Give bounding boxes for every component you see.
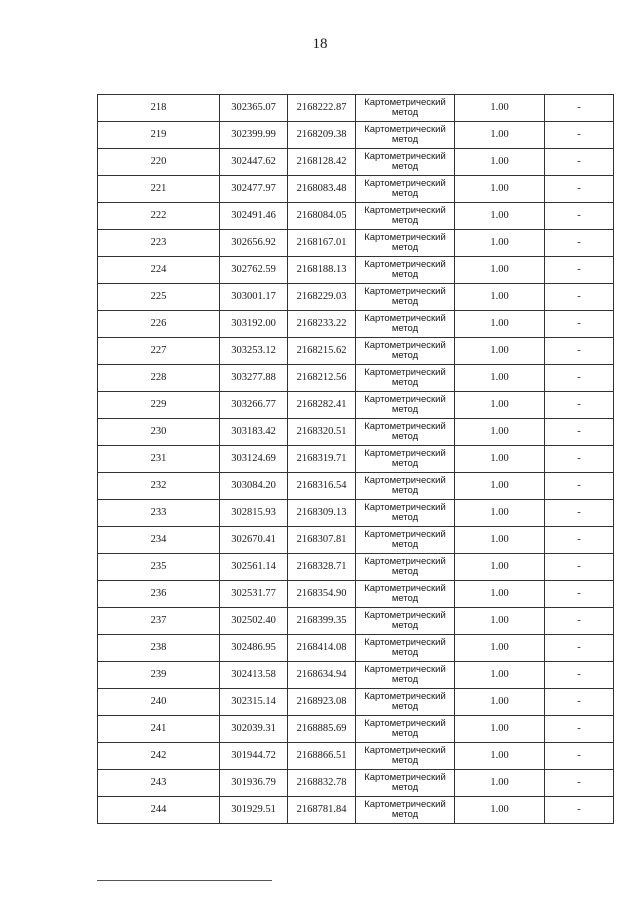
- y-coordinate-cell: 2168320.51: [288, 419, 356, 446]
- point-number-cell: 244: [98, 797, 220, 824]
- point-number-cell: 227: [98, 338, 220, 365]
- method-text-line: метод: [391, 404, 419, 415]
- table-row: [98, 311, 614, 338]
- x-coordinate-cell: 302531.77: [220, 581, 288, 608]
- point-number-cell: 224: [98, 257, 220, 284]
- note-cell: -: [545, 500, 614, 527]
- x-coordinate-cell: 302477.97: [220, 176, 288, 203]
- method-cell: [356, 338, 455, 365]
- method-text-line: метод: [391, 161, 419, 172]
- note-cell: -: [545, 95, 614, 122]
- x-coordinate-cell: 303253.12: [220, 338, 288, 365]
- point-number-cell: 236: [98, 581, 220, 608]
- method-text-line: метод: [391, 431, 419, 442]
- y-coordinate-cell: 2168885.69: [288, 716, 356, 743]
- x-coordinate-cell: 302815.93: [220, 500, 288, 527]
- y-coordinate-cell: 2168399.35: [288, 608, 356, 635]
- table-row: [98, 338, 614, 365]
- x-coordinate-cell: 302561.14: [220, 554, 288, 581]
- method-text-line: метод: [391, 728, 419, 739]
- table-row: [98, 176, 614, 203]
- y-coordinate-cell: 2168319.71: [288, 446, 356, 473]
- table-row: [98, 635, 614, 662]
- point-number-cell: 239: [98, 662, 220, 689]
- method-text-line: метод: [391, 377, 419, 388]
- x-coordinate-cell: 302039.31: [220, 716, 288, 743]
- point-number-cell: 228: [98, 365, 220, 392]
- method-text-line: метод: [391, 539, 419, 550]
- y-coordinate-cell: 2168328.71: [288, 554, 356, 581]
- point-number-cell: 225: [98, 284, 220, 311]
- method-text-line: Картометрический: [364, 448, 446, 459]
- y-coordinate-cell: 2168233.22: [288, 311, 356, 338]
- method-cell: [356, 365, 455, 392]
- y-coordinate-cell: 2168229.03: [288, 284, 356, 311]
- note-cell: -: [545, 365, 614, 392]
- method-text-line: метод: [391, 269, 419, 280]
- accuracy-cell: 1.00: [455, 338, 545, 365]
- table-row: [98, 203, 614, 230]
- table-row: [98, 392, 614, 419]
- point-number-cell: 230: [98, 419, 220, 446]
- x-coordinate-cell: 302502.40: [220, 608, 288, 635]
- note-cell: -: [545, 284, 614, 311]
- method-cell: [356, 500, 455, 527]
- method-text-line: метод: [391, 593, 419, 604]
- table-row: [98, 797, 614, 824]
- method-text-line: метод: [391, 809, 419, 820]
- method-cell: [356, 149, 455, 176]
- method-text-line: Картометрический: [364, 529, 446, 540]
- table-row: [98, 689, 614, 716]
- method-text-line: метод: [391, 296, 419, 307]
- accuracy-cell: 1.00: [455, 500, 545, 527]
- method-cell: [356, 446, 455, 473]
- method-text-line: метод: [391, 620, 419, 631]
- method-cell: [356, 635, 455, 662]
- x-coordinate-cell: 303001.17: [220, 284, 288, 311]
- accuracy-cell: 1.00: [455, 230, 545, 257]
- accuracy-cell: 1.00: [455, 608, 545, 635]
- accuracy-cell: 1.00: [455, 743, 545, 770]
- method-text-line: Картометрический: [364, 637, 446, 648]
- point-number-cell: 221: [98, 176, 220, 203]
- method-text-line: метод: [391, 755, 419, 766]
- method-text-line: метод: [391, 134, 419, 145]
- method-text-line: Картометрический: [364, 232, 446, 243]
- table-row: [98, 743, 614, 770]
- method-text-line: метод: [391, 350, 419, 361]
- method-text-line: Картометрический: [364, 124, 446, 135]
- x-coordinate-cell: 302315.14: [220, 689, 288, 716]
- point-number-cell: 233: [98, 500, 220, 527]
- method-cell: [356, 257, 455, 284]
- method-cell: [356, 743, 455, 770]
- accuracy-cell: 1.00: [455, 149, 545, 176]
- coordinates-table-body: [98, 95, 614, 824]
- method-cell: [356, 284, 455, 311]
- point-number-cell: 231: [98, 446, 220, 473]
- note-cell: -: [545, 608, 614, 635]
- method-text-line: Картометрический: [364, 799, 446, 810]
- point-number-cell: 222: [98, 203, 220, 230]
- table-row: [98, 95, 614, 122]
- accuracy-cell: 1.00: [455, 95, 545, 122]
- note-cell: -: [545, 203, 614, 230]
- accuracy-cell: 1.00: [455, 770, 545, 797]
- point-number-cell: 242: [98, 743, 220, 770]
- method-text-line: метод: [391, 701, 419, 712]
- method-text-line: Картометрический: [364, 313, 446, 324]
- y-coordinate-cell: 2168832.78: [288, 770, 356, 797]
- table-row: [98, 770, 614, 797]
- accuracy-cell: 1.00: [455, 473, 545, 500]
- table-row: [98, 149, 614, 176]
- note-cell: -: [545, 770, 614, 797]
- x-coordinate-cell: 302491.46: [220, 203, 288, 230]
- accuracy-cell: 1.00: [455, 176, 545, 203]
- x-coordinate-cell: 303266.77: [220, 392, 288, 419]
- point-number-cell: 240: [98, 689, 220, 716]
- y-coordinate-cell: 2168316.54: [288, 473, 356, 500]
- x-coordinate-cell: 303124.69: [220, 446, 288, 473]
- table-row: [98, 284, 614, 311]
- table-row: [98, 581, 614, 608]
- x-coordinate-cell: 301929.51: [220, 797, 288, 824]
- point-number-cell: 235: [98, 554, 220, 581]
- method-cell: [356, 95, 455, 122]
- point-number-cell: 232: [98, 473, 220, 500]
- accuracy-cell: 1.00: [455, 635, 545, 662]
- note-cell: -: [545, 662, 614, 689]
- page-number: 18: [312, 36, 328, 52]
- method-cell: [356, 581, 455, 608]
- y-coordinate-cell: 2168212.56: [288, 365, 356, 392]
- y-coordinate-cell: 2168084.05: [288, 203, 356, 230]
- note-cell: -: [545, 554, 614, 581]
- note-cell: -: [545, 527, 614, 554]
- accuracy-cell: 1.00: [455, 554, 545, 581]
- method-cell: [356, 527, 455, 554]
- method-text-line: Картометрический: [364, 178, 446, 189]
- method-text-line: Картометрический: [364, 421, 446, 432]
- method-text-line: метод: [391, 458, 419, 469]
- x-coordinate-cell: 303192.00: [220, 311, 288, 338]
- note-cell: -: [545, 446, 614, 473]
- x-coordinate-cell: 303277.88: [220, 365, 288, 392]
- method-cell: [356, 554, 455, 581]
- note-cell: -: [545, 689, 614, 716]
- y-coordinate-cell: 2168309.13: [288, 500, 356, 527]
- table-row: [98, 419, 614, 446]
- table-row: [98, 500, 614, 527]
- method-text-line: Картометрический: [364, 772, 446, 783]
- table-row: [98, 122, 614, 149]
- method-text-line: Картометрический: [364, 610, 446, 621]
- method-text-line: метод: [391, 215, 419, 226]
- x-coordinate-cell: 301936.79: [220, 770, 288, 797]
- y-coordinate-cell: 2168307.81: [288, 527, 356, 554]
- method-text-line: Картометрический: [364, 745, 446, 756]
- note-cell: -: [545, 176, 614, 203]
- x-coordinate-cell: 302413.58: [220, 662, 288, 689]
- accuracy-cell: 1.00: [455, 527, 545, 554]
- method-text-line: метод: [391, 647, 419, 658]
- x-coordinate-cell: 302447.62: [220, 149, 288, 176]
- x-coordinate-cell: 302670.41: [220, 527, 288, 554]
- note-cell: -: [545, 635, 614, 662]
- note-cell: -: [545, 257, 614, 284]
- method-cell: [356, 230, 455, 257]
- method-cell: [356, 689, 455, 716]
- point-number-cell: 241: [98, 716, 220, 743]
- accuracy-cell: 1.00: [455, 581, 545, 608]
- note-cell: -: [545, 311, 614, 338]
- table-row: [98, 716, 614, 743]
- accuracy-cell: 1.00: [455, 419, 545, 446]
- note-cell: -: [545, 473, 614, 500]
- point-number-cell: 234: [98, 527, 220, 554]
- y-coordinate-cell: 2168282.41: [288, 392, 356, 419]
- point-number-cell: 218: [98, 95, 220, 122]
- method-cell: [356, 608, 455, 635]
- y-coordinate-cell: 2168866.51: [288, 743, 356, 770]
- method-cell: [356, 311, 455, 338]
- method-text-line: Картометрический: [364, 340, 446, 351]
- method-text-line: Картометрический: [364, 718, 446, 729]
- accuracy-cell: 1.00: [455, 716, 545, 743]
- accuracy-cell: 1.00: [455, 662, 545, 689]
- point-number-cell: 219: [98, 122, 220, 149]
- method-cell: [356, 392, 455, 419]
- table-row: [98, 446, 614, 473]
- x-coordinate-cell: 302399.99: [220, 122, 288, 149]
- table-row: [98, 473, 614, 500]
- footnote-rule: [97, 880, 272, 881]
- accuracy-cell: 1.00: [455, 203, 545, 230]
- y-coordinate-cell: 2168414.08: [288, 635, 356, 662]
- x-coordinate-cell: 301944.72: [220, 743, 288, 770]
- method-text-line: метод: [391, 512, 419, 523]
- accuracy-cell: 1.00: [455, 446, 545, 473]
- method-cell: [356, 419, 455, 446]
- y-coordinate-cell: 2168215.62: [288, 338, 356, 365]
- point-number-cell: 238: [98, 635, 220, 662]
- accuracy-cell: 1.00: [455, 797, 545, 824]
- method-text-line: метод: [391, 323, 419, 334]
- method-cell: [356, 716, 455, 743]
- method-cell: [356, 770, 455, 797]
- method-text-line: Картометрический: [364, 367, 446, 378]
- accuracy-cell: 1.00: [455, 284, 545, 311]
- x-coordinate-cell: 302656.92: [220, 230, 288, 257]
- coordinates-table: [97, 94, 614, 824]
- note-cell: -: [545, 149, 614, 176]
- method-text-line: Картометрический: [364, 205, 446, 216]
- table-row: [98, 230, 614, 257]
- method-cell: [356, 797, 455, 824]
- table-row: [98, 662, 614, 689]
- y-coordinate-cell: 2168209.38: [288, 122, 356, 149]
- method-text-line: Картометрический: [364, 502, 446, 513]
- point-number-cell: 229: [98, 392, 220, 419]
- method-cell: [356, 122, 455, 149]
- method-text-line: Картометрический: [364, 556, 446, 567]
- note-cell: -: [545, 122, 614, 149]
- table-row: [98, 257, 614, 284]
- y-coordinate-cell: 2168222.87: [288, 95, 356, 122]
- method-text-line: Картометрический: [364, 97, 446, 108]
- method-text-line: метод: [391, 107, 419, 118]
- method-text-line: Картометрический: [364, 583, 446, 594]
- y-coordinate-cell: 2168167.01: [288, 230, 356, 257]
- accuracy-cell: 1.00: [455, 257, 545, 284]
- point-number-cell: 237: [98, 608, 220, 635]
- method-text-line: Картометрический: [364, 664, 446, 675]
- note-cell: -: [545, 392, 614, 419]
- note-cell: -: [545, 419, 614, 446]
- method-text-line: метод: [391, 485, 419, 496]
- accuracy-cell: 1.00: [455, 392, 545, 419]
- x-coordinate-cell: 302486.95: [220, 635, 288, 662]
- x-coordinate-cell: 303084.20: [220, 473, 288, 500]
- accuracy-cell: 1.00: [455, 122, 545, 149]
- note-cell: -: [545, 716, 614, 743]
- method-text-line: метод: [391, 242, 419, 253]
- note-cell: -: [545, 230, 614, 257]
- accuracy-cell: 1.00: [455, 311, 545, 338]
- method-text-line: метод: [391, 674, 419, 685]
- method-text-line: Картометрический: [364, 394, 446, 405]
- accuracy-cell: 1.00: [455, 365, 545, 392]
- method-cell: [356, 662, 455, 689]
- x-coordinate-cell: 302762.59: [220, 257, 288, 284]
- note-cell: -: [545, 338, 614, 365]
- point-number-cell: 220: [98, 149, 220, 176]
- method-text-line: Картометрический: [364, 286, 446, 297]
- note-cell: -: [545, 797, 614, 824]
- y-coordinate-cell: 2168128.42: [288, 149, 356, 176]
- point-number-cell: 226: [98, 311, 220, 338]
- y-coordinate-cell: 2168634.94: [288, 662, 356, 689]
- table-row: [98, 365, 614, 392]
- method-text-line: Картометрический: [364, 259, 446, 270]
- x-coordinate-cell: 303183.42: [220, 419, 288, 446]
- table-row: [98, 527, 614, 554]
- note-cell: -: [545, 743, 614, 770]
- table-row: [98, 554, 614, 581]
- y-coordinate-cell: 2168354.90: [288, 581, 356, 608]
- method-text-line: Картометрический: [364, 151, 446, 162]
- point-number-cell: 223: [98, 230, 220, 257]
- method-cell: [356, 473, 455, 500]
- method-cell: [356, 203, 455, 230]
- x-coordinate-cell: 302365.07: [220, 95, 288, 122]
- y-coordinate-cell: 2168781.84: [288, 797, 356, 824]
- method-text-line: метод: [391, 782, 419, 793]
- accuracy-cell: 1.00: [455, 689, 545, 716]
- method-text-line: Картометрический: [364, 475, 446, 486]
- point-number-cell: 243: [98, 770, 220, 797]
- method-text-line: метод: [391, 566, 419, 577]
- method-text-line: метод: [391, 188, 419, 199]
- y-coordinate-cell: 2168188.13: [288, 257, 356, 284]
- method-cell: [356, 176, 455, 203]
- y-coordinate-cell: 2168923.08: [288, 689, 356, 716]
- note-cell: -: [545, 581, 614, 608]
- y-coordinate-cell: 2168083.48: [288, 176, 356, 203]
- method-text-line: Картометрический: [364, 691, 446, 702]
- table-row: [98, 608, 614, 635]
